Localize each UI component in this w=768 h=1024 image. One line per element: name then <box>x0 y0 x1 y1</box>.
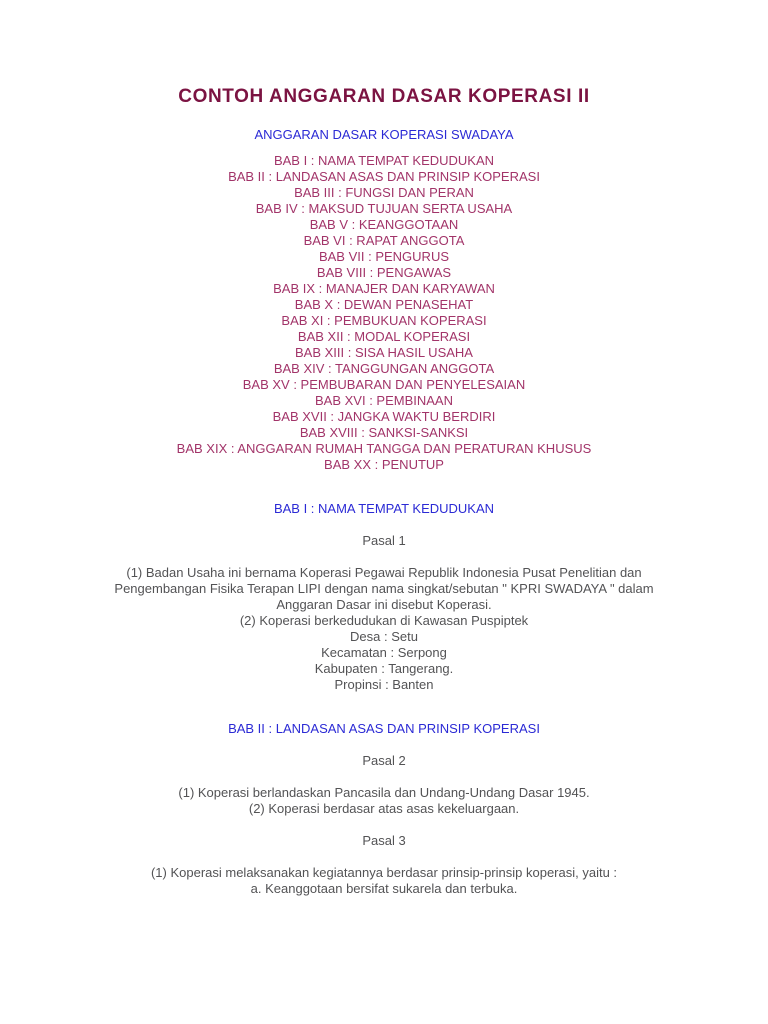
toc-item: BAB VII : PENGURUS <box>318 249 450 264</box>
toc-list <box>0 153 768 473</box>
toc-item: BAB XVII : JANGKA WAKTU BERDIRI <box>272 409 496 424</box>
pasal-label: Pasal 1 <box>362 533 406 548</box>
article-body <box>0 565 768 693</box>
body-line: Pengembangan Fisika Terapan LIPI dengan nama singkat/sebutan " KPRI SWADAYA " dalam <box>114 581 654 596</box>
body-line: (2) Koperasi berdasar atas asas kekeluargaan. <box>248 801 520 816</box>
sections-container <box>0 501 768 897</box>
toc-item: BAB V : KEANGGOTAAN <box>309 217 459 232</box>
article-body <box>0 865 768 897</box>
body-line: Desa : Setu <box>350 629 418 644</box>
toc-item: BAB XIX : ANGGARAN RUMAH TANGGA DAN PERATURAN KHUSUS <box>176 441 592 456</box>
toc-item: BAB IV : MAKSUD TUJUAN SERTA USAHA <box>255 201 513 216</box>
document-section <box>0 721 768 897</box>
body-line: Anggaran Dasar ini disebut Koperasi. <box>276 597 492 612</box>
body-line: (2) Koperasi berkedudukan di Kawasan Puspiptek <box>239 613 529 628</box>
body-line: Kabupaten : Tangerang. <box>314 661 454 676</box>
body-line: (1) Badan Usaha ini bernama Koperasi Pegawai Republik Indonesia Pusat Penelitian dan <box>126 565 642 580</box>
toc-item: BAB XIV : TANGGUNGAN ANGGOTA <box>273 361 495 376</box>
toc-item: BAB X : DEWAN PENASEHAT <box>294 297 474 312</box>
toc-item: BAB XV : PEMBUBARAN DAN PENYELESAIAN <box>242 377 526 392</box>
toc-item: BAB II : LANDASAN ASAS DAN PRINSIP KOPERASI <box>228 169 540 184</box>
toc-item: BAB VI : RAPAT ANGGOTA <box>303 233 465 248</box>
body-line: Propinsi : Banten <box>334 677 434 692</box>
document-section <box>0 501 768 693</box>
toc-item: BAB XVI : PEMBINAAN <box>315 393 453 408</box>
body-line: a. Keanggotaan bersifat sukarela dan terbuka. <box>250 881 518 896</box>
toc-item: BAB XX : PENUTUP <box>324 457 444 472</box>
toc-item: BAB IX : MANAJER DAN KARYAWAN <box>273 281 495 296</box>
toc-item: BAB I : NAMA TEMPAT KEDUDUKAN <box>273 153 495 168</box>
pasal-label: Pasal 3 <box>362 833 406 848</box>
body-line: (1) Koperasi berlandaskan Pancasila dan Undang-Undang Dasar 1945. <box>178 785 590 800</box>
document-subtitle: ANGGARAN DASAR KOPERASI SWADAYA <box>254 127 514 142</box>
document-title: CONTOH ANGGARAN DASAR KOPERASI II <box>178 86 590 107</box>
toc-item: BAB XII : MODAL KOPERASI <box>297 329 471 344</box>
toc-item: BAB XVIII : SANKSI-SANKSI <box>299 425 469 440</box>
article-body <box>0 785 768 817</box>
toc-item: BAB XI : PEMBUKUAN KOPERASI <box>281 313 487 328</box>
pasal-label: Pasal 2 <box>362 753 406 768</box>
section-heading: BAB II : LANDASAN ASAS DAN PRINSIP KOPERASI <box>228 721 540 736</box>
body-line: (1) Koperasi melaksanakan kegiatannya berdasar prinsip-prinsip koperasi, yaitu : <box>150 865 618 880</box>
toc-item: BAB VIII : PENGAWAS <box>316 265 452 280</box>
toc-item: BAB III : FUNGSI DAN PERAN <box>294 185 474 200</box>
body-line: Kecamatan : Serpong <box>321 645 447 660</box>
section-heading: BAB I : NAMA TEMPAT KEDUDUKAN <box>273 501 495 516</box>
toc-item: BAB XIII : SISA HASIL USAHA <box>295 345 473 360</box>
